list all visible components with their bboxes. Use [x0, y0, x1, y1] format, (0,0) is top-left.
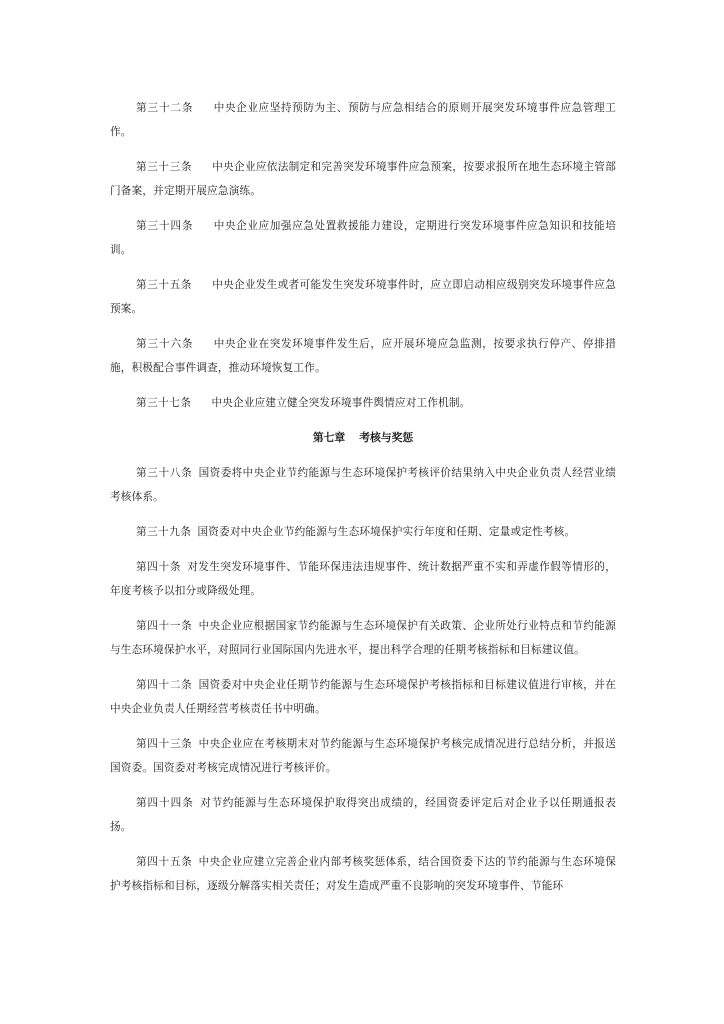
document-page	[110, 96, 616, 909]
article-number: 第三十九条	[136, 526, 192, 538]
article-number: 第三十四条	[136, 220, 194, 232]
article-37	[110, 391, 616, 415]
article-text: 对发生突发环境事件、节能环保违法违规事件、统计数据严重不实和弄虚作假等情形的，年度考核予以扣分或降级处理。	[110, 561, 617, 597]
article-41	[110, 614, 616, 662]
article-43	[110, 732, 616, 780]
article-text: 中央企业应依法制定和完善突发环境事件应急预案，按要求报所在地生态环境主管部门备案，并定期开展应急演练。	[110, 161, 617, 197]
article-44	[110, 791, 616, 839]
chapter-title: 考核与奖惩	[359, 431, 414, 444]
article-38	[110, 461, 616, 509]
article-text: 中央企业发生或者可能发生突发环境事件时，应立即启动相应级别突发环境事件应急预案。	[110, 279, 617, 315]
chapter-number: 第七章	[312, 431, 346, 444]
article-number: 第三十八条	[136, 467, 193, 479]
article-number: 第四十一条	[136, 620, 193, 632]
article-32	[110, 96, 616, 144]
article-text: 中央企业应加强应急处置救援能力建设，定期进行突发环境事件应急知识和技能培训。	[110, 220, 617, 256]
article-number: 第四十四条	[136, 797, 194, 809]
article-number: 第三十二条	[136, 102, 194, 114]
article-text: 中央企业应根据国家节约能源与生态环境保护有关政策、企业所处行业特点和节约能源与生态环境保护水平，对照同行业国际国内先进水平，提出科学合理的任期考核指标和目标建议值。	[110, 620, 616, 656]
article-number: 第四十二条	[136, 679, 193, 691]
article-33	[110, 155, 616, 203]
article-number: 第四十五条	[136, 856, 193, 868]
article-36	[110, 332, 616, 380]
article-number: 第三十五条	[136, 279, 193, 291]
article-35	[110, 273, 616, 321]
article-text: 中央企业应坚持预防为主、预防与应急相结合的原则开展突发环境事件应急管理工作。	[110, 102, 617, 138]
article-text: 中央企业应建立健全突发环境事件舆情应对工作机制。	[211, 397, 471, 409]
article-number: 第三十六条	[136, 338, 194, 350]
article-text: 国资委对中央企业任期节约能源与生态环境保护考核指标和目标建议值进行审核，并在中央企业负责人任期经营考核责任书中明确。	[110, 679, 616, 715]
article-text: 国资委对中央企业节约能源与生态环境保护实行年度和任期、定量或定性考核。	[197, 526, 576, 538]
article-text: 中央企业在突发环境事件发生后，应开展环境应急监测，按要求执行停产、停排措施，积极配合事件调查，推动环境恢复工作。	[110, 338, 617, 374]
article-number: 第三十七条	[136, 397, 192, 409]
article-39	[110, 520, 616, 544]
article-number: 第四十三条	[136, 738, 193, 750]
article-text: 国资委将中央企业节约能源与生态环境保护考核评价结果纳入中央企业负责人经营业绩考核体系。	[110, 467, 616, 503]
article-45	[110, 850, 616, 898]
chapter-heading	[110, 426, 616, 450]
article-text: 中央企业应在考核期末对节约能源与生态环境保护考核完成情况进行总结分析，并报送国资委。国资委对考核完成情况进行考核评价。	[110, 738, 616, 774]
article-text: 中央企业应建立完善企业内部考核奖惩体系，结合国资委下达的节约能源与生态环境保护考核指标和目标，逐级分解落实相关责任；对发生造成严重不良影响的突发环境事件、节能环	[110, 856, 616, 892]
article-number: 第三十三条	[136, 161, 193, 173]
article-text: 对节约能源与生态环境保护取得突出成绩的，经国资委评定后对企业予以任期通报表扬。	[110, 797, 616, 833]
article-34	[110, 214, 616, 262]
article-40	[110, 555, 616, 603]
article-42	[110, 673, 616, 721]
article-number: 第四十条	[136, 561, 182, 573]
